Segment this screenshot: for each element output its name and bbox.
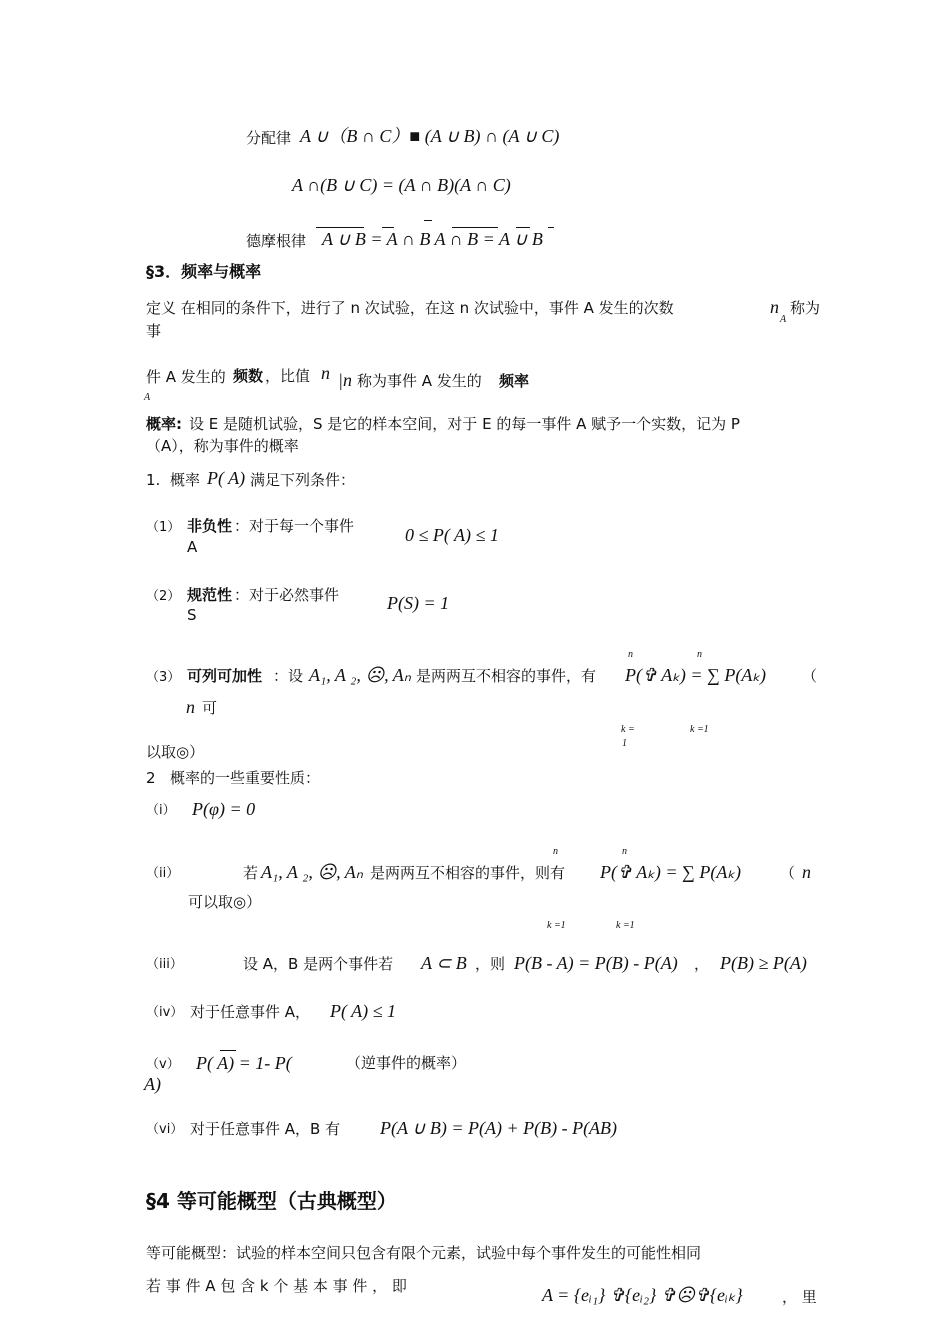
conditions-intro: 概率 bbox=[170, 471, 201, 489]
frequency-line-a: 件 A 发生的 bbox=[146, 368, 226, 386]
property3-difference: P(B - A) = P(B) - P(A) bbox=[514, 953, 678, 973]
overline-1 bbox=[316, 227, 364, 228]
condition1-text: ：对于每一个事件 bbox=[234, 517, 355, 535]
property2-paren: （ bbox=[780, 864, 796, 882]
condition2-text: ：对于必然事件 bbox=[234, 586, 340, 604]
condition3-text: ：设 bbox=[273, 667, 304, 685]
condition3-cont-n: n bbox=[186, 697, 195, 717]
property1-number: （i） bbox=[146, 803, 176, 818]
property6-number: （vi） bbox=[146, 1122, 184, 1137]
property2-formula: P(✞ Aₖ) = ∑ P(Aₖ) bbox=[600, 862, 742, 882]
condition3-k-bottom1: k = bbox=[621, 724, 635, 735]
frequency-line-c: 称为事件 A 发生的 bbox=[357, 372, 482, 390]
frequency-rate-term: 频率 bbox=[499, 372, 530, 390]
properties-title: 概率的一些重要性质： bbox=[170, 769, 321, 787]
section3-title: §3．频率与概率 bbox=[146, 262, 262, 281]
property2-math: A₁, A ₂, ☹, Aₙ bbox=[261, 862, 363, 882]
condition2-text2: S bbox=[187, 606, 197, 624]
probability-def: 设 E 是随机试验，S 是它的样本空间，对于 E 的每一事件 A 赋予一个实数，记为 P bbox=[189, 415, 740, 433]
property2-text: 若 bbox=[243, 864, 259, 882]
condition3-number: （3） bbox=[146, 670, 181, 685]
frequency-n-sub: A bbox=[144, 392, 151, 403]
property2-number: （ii） bbox=[146, 866, 180, 881]
nA: n bbox=[770, 297, 779, 317]
probability-label: 概率: bbox=[146, 415, 182, 433]
definition-line1-end: 称为 bbox=[790, 299, 821, 317]
condition3-n-top2: n bbox=[697, 649, 702, 660]
frequency-line-b: ，比值 bbox=[265, 367, 311, 385]
properties-number: 2 bbox=[146, 769, 156, 787]
property3-number: （iii） bbox=[146, 957, 183, 972]
demorgan-eq: A ∪ B = A ∩ B A ∩ B = A ∪ B bbox=[322, 229, 543, 249]
property3-monotone: P(B) ≥ P(A) bbox=[720, 953, 807, 973]
overline-4 bbox=[452, 227, 498, 228]
condition3-title: 可列可加性 bbox=[187, 667, 263, 685]
definition-line1: 定义 在相同的条件下，进行了 n 次试验，在这 n 次试验中，事件 A 发生的次数 bbox=[146, 299, 674, 317]
overline-2 bbox=[382, 227, 394, 228]
condition3-k-bottom1b: 1 bbox=[622, 738, 627, 749]
frequency-count-term: 频数 bbox=[233, 367, 264, 385]
property6-math: P(A ∪ B) = P(A) + P(B) - P(AB) bbox=[380, 1118, 618, 1138]
property5-number: （v） bbox=[146, 1057, 180, 1072]
property5-math2: A) bbox=[144, 1074, 161, 1094]
distributive-eq1: A ∪（B ∩ C）■ (A ∪ B) ∩ (A ∪ C) bbox=[300, 126, 560, 146]
property2-n: n bbox=[802, 862, 811, 882]
property2-cont: 可以取◎） bbox=[188, 893, 262, 911]
section4-definition: 等可能概型：试验的样本空间只包含有限个元素，试验中每个事件发生的可能性相同 bbox=[146, 1244, 702, 1262]
property4-math: P( A) ≤ 1 bbox=[330, 1001, 397, 1021]
property2-text2: 是两两互不相容的事件，则有 bbox=[370, 864, 566, 882]
condition3-math: A₁, A ₂, ☹, Aₙ bbox=[309, 665, 411, 685]
property3-text: 设 A，B 是两个事件若 bbox=[243, 955, 394, 973]
distributive-eq2: A ∩(B ∪ C) = (A ∩ B)(A ∩ C) bbox=[292, 175, 511, 195]
condition3-end: 以取◎） bbox=[146, 743, 205, 761]
section4-title: §4 等可能概型（古典概型） bbox=[146, 1189, 397, 1213]
condition3-text2: 是两两互不相容的事件，有 bbox=[416, 667, 597, 685]
condition3-formula: P(✞ Aₖ) = ∑ P(Aₖ) bbox=[625, 665, 767, 685]
property2-k-bottom2: k =1 bbox=[616, 920, 635, 931]
overline-6 bbox=[548, 227, 554, 228]
nA-sub: A bbox=[780, 314, 787, 325]
property4-number: （iv） bbox=[146, 1005, 184, 1020]
condition1-number: （1） bbox=[146, 520, 181, 535]
frequency-fraction: |n bbox=[338, 370, 352, 390]
condition3-paren: （ bbox=[802, 667, 818, 685]
property3-subset: A ⊂ B bbox=[421, 953, 467, 973]
property2-n-top1: n bbox=[553, 846, 558, 857]
overline-3 bbox=[424, 220, 432, 221]
condition2-title: 规范性 bbox=[187, 586, 233, 604]
condition3-cont-text: 可 bbox=[202, 699, 218, 717]
conditions-number: 1. bbox=[146, 471, 161, 489]
demorgan-label: 德摩根律 bbox=[246, 232, 307, 250]
property6-text: 对于任意事件 A，B 有 bbox=[190, 1120, 341, 1138]
property2-k-bottom1: k =1 bbox=[547, 920, 566, 931]
distributive-label: 分配律 bbox=[246, 129, 292, 147]
property3-comma: ， bbox=[694, 955, 710, 973]
frequency-n: n bbox=[321, 363, 330, 383]
condition2-number: （2） bbox=[146, 589, 181, 604]
condition1-title: 非负性 bbox=[187, 517, 233, 535]
property5-text: （逆事件的概率） bbox=[346, 1054, 467, 1072]
condition3-n-top1: n bbox=[628, 649, 633, 660]
condition1-text2: A bbox=[187, 538, 198, 556]
condition3-k-bottom2: k =1 bbox=[690, 724, 709, 735]
condition2-math: P(S) = 1 bbox=[387, 593, 450, 613]
property2-n-top2: n bbox=[622, 846, 627, 857]
conditions-intro-end: 满足下列条件： bbox=[250, 471, 356, 489]
property5-math: P( A) = 1- P( bbox=[196, 1053, 292, 1073]
conditions-math: P( A) bbox=[207, 468, 246, 488]
section4-line2-end: ， 里 bbox=[782, 1288, 817, 1306]
property4-text: 对于任意事件 A， bbox=[190, 1003, 311, 1021]
probability-def2: （A），称为事件的概率 bbox=[146, 437, 299, 455]
condition1-math: 0 ≤ P( A) ≤ 1 bbox=[405, 525, 499, 545]
complement-overline bbox=[220, 1050, 236, 1051]
overline-5 bbox=[516, 227, 530, 228]
definition-line1b: 事 bbox=[146, 322, 162, 340]
section4-line2: 若 事 件 A 包 含 k 个 基 本 事 件 ， 即 bbox=[146, 1277, 407, 1295]
property3-text2: ，则 bbox=[475, 955, 506, 973]
property1-math: P(φ) = 0 bbox=[192, 799, 256, 819]
section4-line2-math: A = {eᵢ₁} ✞{eᵢ₂} ✞☹✞{eᵢₖ} bbox=[542, 1285, 743, 1305]
